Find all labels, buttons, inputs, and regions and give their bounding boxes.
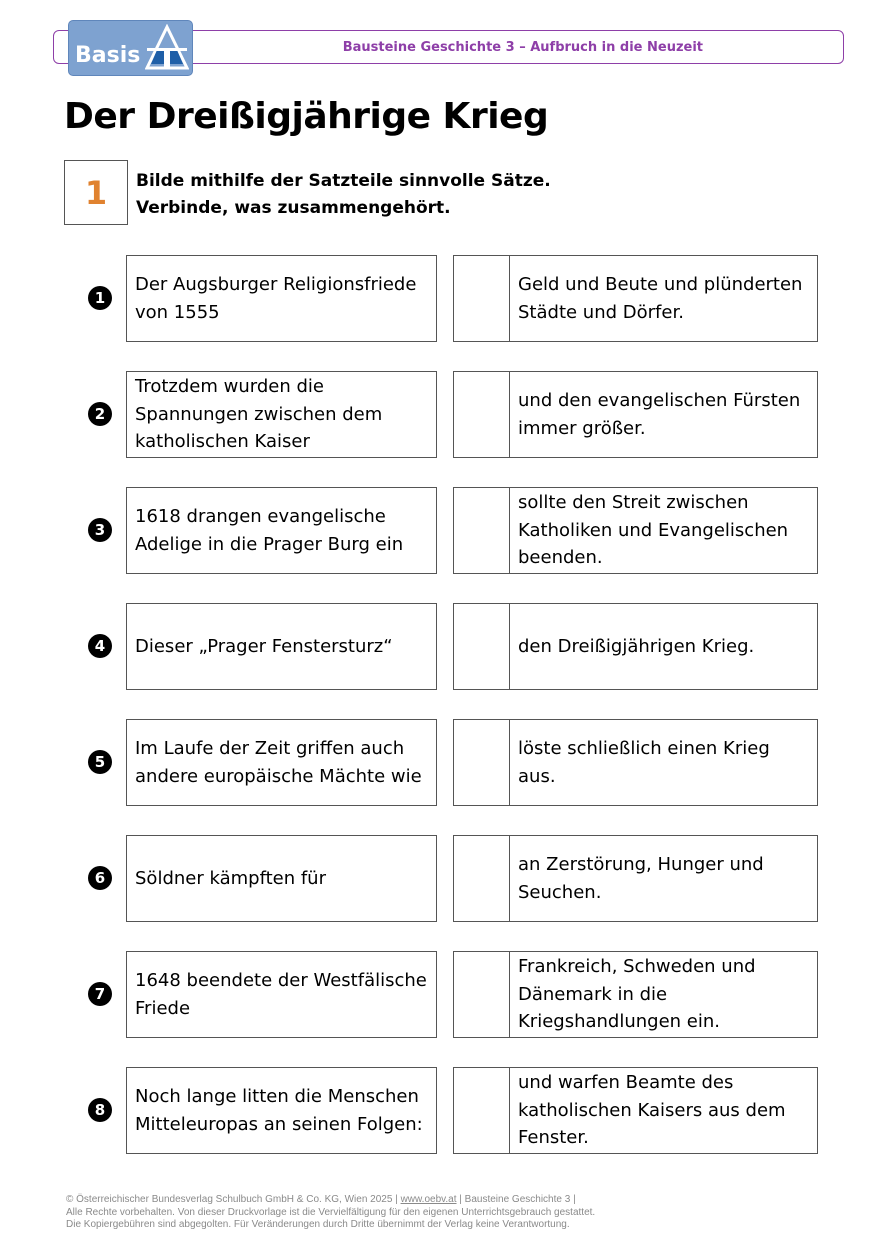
row-number-badge: 2 — [88, 402, 112, 426]
sentence-end-box — [453, 255, 818, 342]
exercise-row — [0, 835, 890, 922]
footer-line-1-start: © Österreichischer Bundesverlag Schulbuch GmbH & Co. KG, Wien 2025 | — [66, 1194, 401, 1205]
row-number-badge: 5 — [88, 750, 112, 774]
sentence-end-box — [453, 603, 818, 690]
sentence-start-text: 1648 beendete der Westfälische Friede — [135, 970, 427, 1019]
sentence-end-text: an Zerstörung, Hunger und Seuchen. — [518, 854, 764, 903]
task-instructions — [136, 168, 551, 222]
publisher-link[interactable]: www.oebv.at — [400, 1194, 457, 1205]
exercise-row — [0, 603, 890, 690]
sentence-start-box — [126, 951, 437, 1038]
triangle-logo-icon — [145, 24, 189, 72]
answer-number-field[interactable] — [454, 256, 510, 341]
row-number-badge: 4 — [88, 634, 112, 658]
task-number-box: 1 — [64, 160, 128, 225]
sentence-start-text: Der Augsburger Religionsfriede von 1555 — [135, 274, 417, 323]
sentence-start-box — [126, 719, 437, 806]
answer-number-field[interactable] — [454, 604, 510, 689]
sentence-end-text: den Dreißigjährigen Krieg. — [518, 635, 755, 657]
basis-logo — [68, 20, 193, 76]
row-number-badge: 8 — [88, 1098, 112, 1122]
footer-copyright — [66, 1194, 595, 1232]
footer-line-1 — [66, 1194, 595, 1207]
sentence-start-text: Dieser „Prager Fenstersturz“ — [135, 635, 393, 657]
sentence-start-text: Söldner kämpften für — [135, 867, 326, 889]
sentence-end-text: löste schließlich einen Krieg aus. — [518, 738, 770, 787]
sentence-start-text: 1618 drangen evangelische Adelige in die Prager Burg ein — [135, 506, 404, 555]
row-number-badge: 7 — [88, 982, 112, 1006]
exercise-row — [0, 1067, 890, 1154]
row-number-badge: 1 — [88, 286, 112, 310]
sentence-end-box — [453, 487, 818, 574]
sentence-start-text: Im Laufe der Zeit griffen auch andere europäische Mächte wie — [135, 738, 422, 787]
sentence-end-text: Frankreich, Schweden und Dänemark in die Kriegshandlungen ein. — [518, 956, 756, 1033]
sentence-end-text: und den evangelischen Fürsten immer größer. — [518, 390, 801, 439]
sentence-start-box — [126, 1067, 437, 1154]
sentence-start-text: Trotzdem wurden die Spannungen zwischen dem katholischen Kaiser — [135, 376, 383, 453]
sentence-end-box — [453, 371, 818, 458]
exercise-row — [0, 487, 890, 574]
sentence-end-box — [453, 1067, 818, 1154]
sentence-end-text: sollte den Streit zwischen Katholiken und Evangelischen beenden. — [518, 492, 789, 569]
sentence-start-box — [126, 603, 437, 690]
exercise-row — [0, 255, 890, 342]
answer-number-field[interactable] — [454, 836, 510, 921]
sentence-start-box — [126, 835, 437, 922]
exercise-row — [0, 951, 890, 1038]
footer-line-3: Die Kopiergebühren sind abgegolten. Für Veränderungen durch Dritte übernimmt der Verlag keine Verantwortung. — [66, 1219, 570, 1230]
header-title: Bausteine Geschichte 3 – Aufbruch in die Neuzeit — [342, 40, 703, 55]
sentence-end-text: Geld und Beute und plünderten Städte und Dörfer. — [518, 274, 803, 323]
sentence-end-box — [453, 835, 818, 922]
sentence-start-text: Noch lange litten die Menschen Mitteleuropas an seinen Folgen: — [135, 1086, 423, 1135]
answer-number-field[interactable] — [454, 1068, 510, 1153]
page-title: Der Dreißigjährige Krieg — [64, 96, 549, 137]
logo-text: Basis — [75, 43, 141, 68]
answer-number-field[interactable] — [454, 952, 510, 1037]
task-instruction-line-1: Bilde mithilfe der Satzteile sinnvolle Sätze. — [136, 171, 551, 191]
sentence-start-box — [126, 371, 437, 458]
row-number-badge: 6 — [88, 866, 112, 890]
footer-line-1-end: | Bausteine Geschichte 3 | — [456, 1194, 576, 1205]
answer-number-field[interactable] — [454, 372, 510, 457]
row-number-badge: 3 — [88, 518, 112, 542]
exercise-row — [0, 371, 890, 458]
sentence-end-box — [453, 719, 818, 806]
sentence-start-box — [126, 487, 437, 574]
sentence-end-box — [453, 951, 818, 1038]
answer-number-field[interactable] — [454, 720, 510, 805]
task-instruction-line-2: Verbinde, was zusammengehört. — [136, 198, 451, 218]
footer-line-2: Alle Rechte vorbehalten. Von dieser Druckvorlage ist die Vervielfältigung für den eigenen Unterrichtsgebrauch gestattet. — [66, 1206, 596, 1218]
answer-number-field[interactable] — [454, 488, 510, 573]
exercise-row — [0, 719, 890, 806]
sentence-start-box — [126, 255, 437, 342]
sentence-end-text: und warfen Beamte des katholischen Kaisers aus dem Fenster. — [518, 1072, 786, 1149]
